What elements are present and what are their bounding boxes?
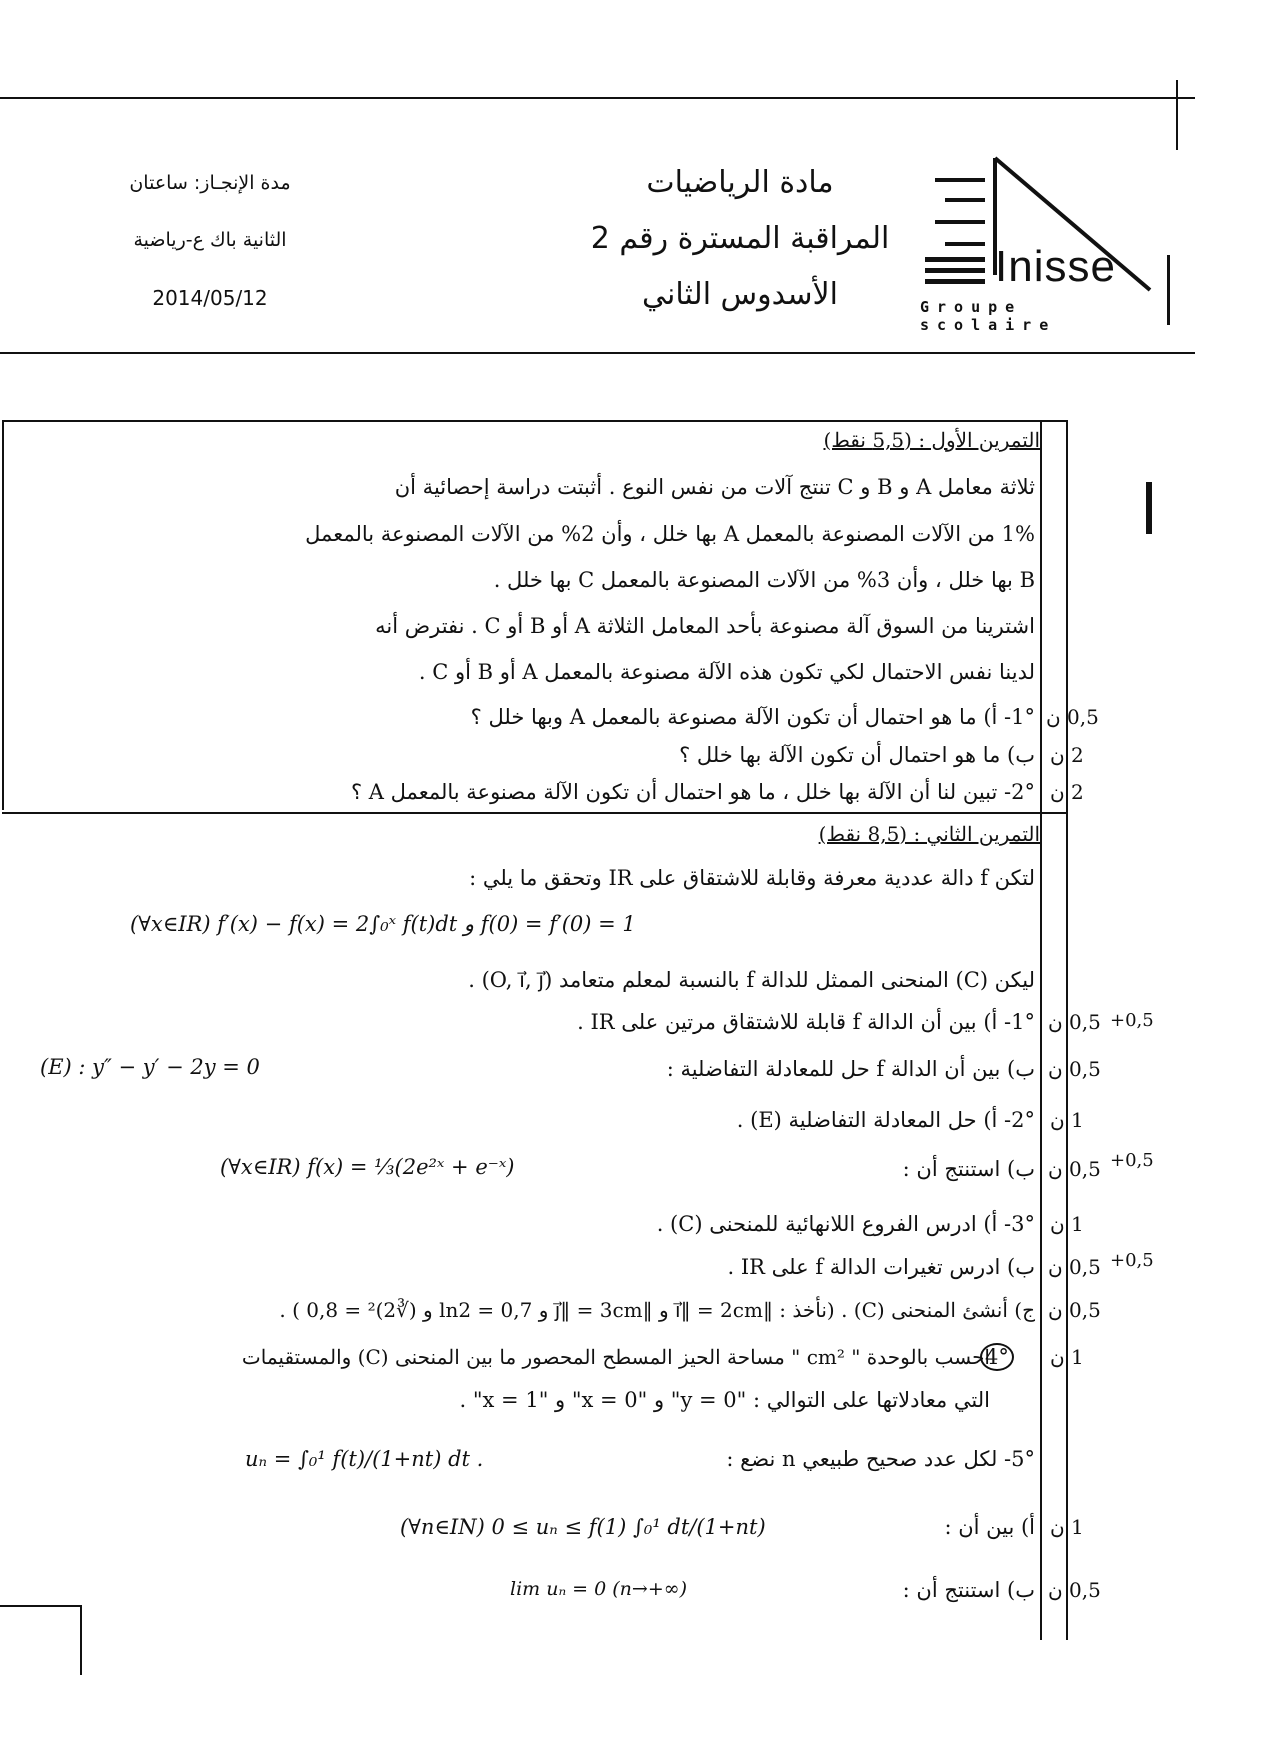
exam-title: المراقبة المسترة رقم 2: [590, 221, 890, 256]
frame-top: [2, 420, 1068, 422]
q1b-math: (E) : y″ − y′ − 2y = 0: [40, 1055, 260, 1079]
points-column-divider: [1040, 420, 1042, 1640]
exercise1-line: 1% من الآلات المصنوعة بالمعمل A بها خلل ، وأن 2% من الآلات المصنوعة بالمعمل: [305, 522, 1035, 546]
points-label: 1 ن: [1050, 1108, 1084, 1132]
exam-duration: مدة الإنجـاز: ساعتان: [129, 172, 291, 194]
points-label: 0,5 ن: [1046, 705, 1099, 729]
footer-corner-v: [80, 1605, 82, 1675]
points-label: 0,5 ن: [1048, 1578, 1101, 1602]
q5a-text: أ) بين أن :: [944, 1515, 1035, 1539]
logo-name: Inisse: [995, 242, 1116, 291]
q2b-text: ب) استنتج أن :: [902, 1157, 1035, 1181]
exercise1-line: اشترينا من السوق آلة مصنوعة بأحد المعامل الثلاثة A أو B أو C . نفترض أنه: [375, 614, 1035, 638]
points-label: 1 ن: [1050, 1515, 1084, 1539]
q5b-math: lim uₙ = 0 (n→+∞): [510, 1578, 688, 1600]
exercise1-title: التمرين الأول : (5,5 نقط): [823, 428, 1040, 452]
bonus-note: +0,5: [1110, 1250, 1154, 1271]
q5a-math: (∀n∈IN) 0 ≤ uₙ ≤ f(1) ∫₀¹ dt/(1+nt): [400, 1515, 766, 1539]
subject-title: مادة الرياضيات: [646, 165, 834, 200]
exercise2-intro: لتكن f دالة عددية معرفة وقابلة للاشتقاق على IR وتحقق ما يلي :: [469, 866, 1035, 890]
header-top-rule: [0, 97, 1195, 99]
header-tick-right: [1176, 80, 1178, 150]
footer-corner-h: [0, 1605, 80, 1607]
bonus-note: +0,5: [1110, 1010, 1154, 1031]
q2b-math: (∀x∈IR) f(x) = ⅓(2e²ˣ + e⁻ˣ): [220, 1155, 515, 1179]
header-left-block: [90, 172, 330, 343]
semester-title: الأسدوس الثاني: [642, 277, 838, 312]
school-logo: [915, 150, 1175, 334]
points-label: 2 ن: [1050, 780, 1084, 804]
q3a-text: 3°- أ) ادرس الفروع اللانهائية للمنحنى (C) .: [656, 1212, 1035, 1236]
exercise2-intro-math: (∀x∈IR) f′(x) − f(x) = 2∫₀ˣ f(t)dt و f(0) = f′(0) = 1: [130, 912, 636, 936]
q3c-text: ج) أنشئ المنحنى (C) . (نأخذ : ‖i⃗‖ = 2cm و ‖j⃗‖ = 3cm و ln2 = 0,7 و (∛2)² = 0,8 ) .: [279, 1298, 1035, 1322]
exam-date: 2014/05/12: [152, 286, 268, 310]
q4-number: 4°: [980, 1345, 1014, 1369]
bonus-note: +0,5: [1110, 1150, 1154, 1171]
q5-text: 5°- لكل عدد صحيح طبيعي n نضع :: [726, 1447, 1035, 1471]
student-level: الثانية باك ع-رياضية: [133, 229, 287, 251]
logo-tagline: Groupe scolaire: [920, 298, 1057, 334]
exercise1-question: 1°- أ) ما هو احتمال أن تكون الآلة مصنوعة بالمعمل A وبها خلل ؟: [470, 705, 1035, 729]
points-label: 0,5 ن: [1048, 1157, 1101, 1181]
points-label: 2 ن: [1050, 743, 1084, 767]
logo-bar: [1167, 255, 1170, 325]
q5-math: uₙ = ∫₀¹ f(t)/(1+nt) dt .: [245, 1447, 484, 1471]
header-bottom-rule: [0, 352, 1195, 354]
q1a-text: 1°- أ) بين أن الدالة f قابلة للاشتقاق مرتين على IR .: [577, 1010, 1035, 1034]
points-label: 0,5 ن: [1048, 1010, 1101, 1034]
exercise1-line: ثلاثة معامل A و B و C تنتج آلات من نفس النوع . أثبتت دراسة إحصائية أن: [394, 475, 1035, 499]
exercise1-line: لدينا نفس الاحتمال لكي تكون هذه الآلة مصنوعة بالمعمل A أو B أو C .: [418, 660, 1035, 684]
points-label: 0,5 ن: [1048, 1298, 1101, 1322]
exercise1-question: ب) ما هو احتمال أن تكون الآلة بها خلل ؟: [679, 743, 1035, 767]
points-label: 0,5 ن: [1048, 1057, 1101, 1081]
frame-left: [2, 420, 4, 810]
exercise-separator: [2, 812, 1068, 814]
exercise1-line: B بها خلل ، وأن 3% من الآلات المصنوعة بالمعمل C بها خلل .: [493, 568, 1035, 592]
exercise1-question: 2°- تبين لنا أن الآلة بها خلل ، ما هو احتمال أن تكون الآلة مصنوعة بالمعمل A ؟: [350, 780, 1035, 804]
q5b-text: ب) استنتج أن :: [902, 1578, 1035, 1602]
points-label: 1 ن: [1050, 1345, 1084, 1369]
points-label: 0,5 ن: [1048, 1255, 1101, 1279]
margin-mark: [1146, 482, 1152, 534]
exercise2-title: التمرين الثاني : (8,5 نقط): [818, 822, 1040, 846]
points-label: 1 ن: [1050, 1212, 1084, 1236]
q1b-text: ب) بين أن الدالة f حل للمعادلة التفاضلية :: [666, 1057, 1035, 1081]
exercise2-curve: ليكن (C) المنحنى الممثل للدالة f بالنسبة لمعلم متعامد (O, i⃗, j⃗) .: [468, 968, 1035, 992]
q2a-text: 2°- أ) حل المعادلة التفاضلية (E) .: [736, 1108, 1035, 1132]
header-center-block: [560, 165, 920, 333]
q4-text-2: التي معادلاتها على التوالي : "y = 0" و "x = 0" و "x = 1" .: [459, 1388, 990, 1412]
q3b-text: ب) ادرس تغيرات الدالة f على IR .: [727, 1255, 1035, 1279]
q4-text: احسب بالوحدة " cm² " مساحة الحيز المسطح المحصور ما بين المنحنى (C) والمستقيمات: [241, 1345, 990, 1369]
